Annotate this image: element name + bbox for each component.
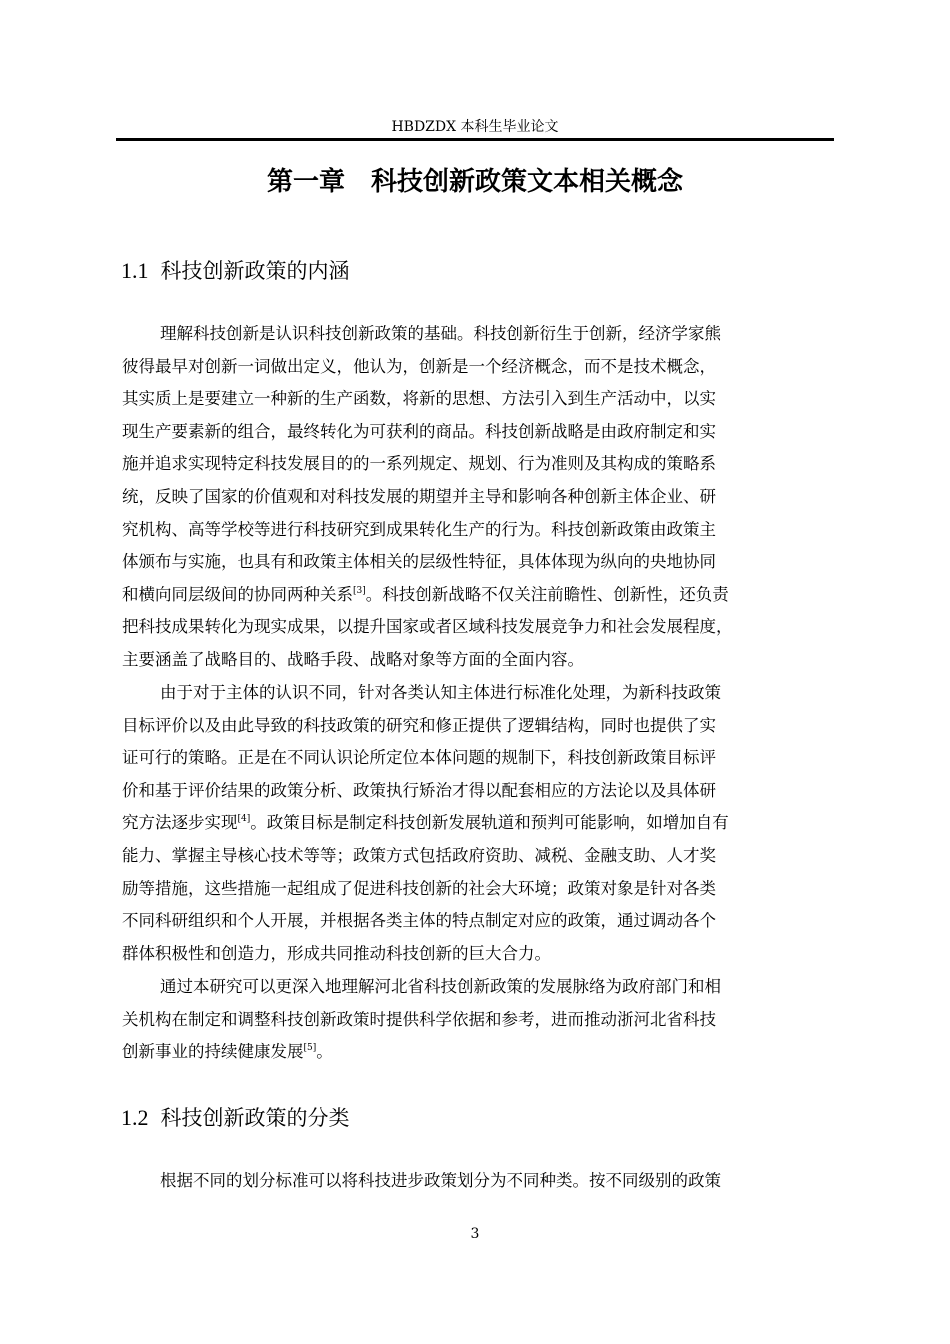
text-line: 励等措施，这些措施一起组成了促进科技创新的社会大环境；政策对象是针对各类: [122, 878, 716, 898]
header-rule: [116, 138, 834, 141]
paragraph-1: [122, 318, 830, 677]
text-line: 关机构在制定和调整科技创新政策时提供科学依据和参考，进而推动浙河北省科技: [122, 1009, 716, 1029]
text-run: 。科技创新战略不仅关注前瞻性、创新性，还负责: [365, 584, 729, 604]
citation-ref: [4]: [237, 814, 251, 825]
text-line: 主要涵盖了战略目的、战略手段、战略对象等方面的全面内容。: [122, 649, 584, 669]
text-line: 统，反映了国家的价值观和对科技发展的期望并主导和影响各种创新主体企业、研: [122, 486, 716, 506]
paragraph-4: [122, 1165, 830, 1198]
text-line: [122, 1036, 830, 1069]
citation-ref: [3]: [353, 585, 366, 596]
section-heading-1-2: [121, 1103, 350, 1133]
section-heading-1-1: [121, 256, 350, 286]
section-title: 科技创新政策的分类: [160, 1106, 350, 1130]
section-title: 科技创新政策的内涵: [160, 259, 350, 283]
section-number: 1.2: [121, 1105, 149, 1130]
text-line: 施并追求实现特定科技发展目的的一系列规定、规划、行为准则及其构成的策略系: [122, 454, 716, 474]
text-run: 究方法逐步实现: [122, 813, 238, 833]
chapter-title: 第一章 科技创新政策文本相关概念: [266, 167, 683, 197]
text-line: 把科技成果转化为现实成果，以提升国家或者区域科技发展竞争力和社会发展程度，: [122, 617, 733, 637]
text-line: 现生产要素新的组合，最终转化为可获利的商品。科技创新战略是由政府制定和实: [122, 421, 716, 441]
text-run: 和横向同层级间的协同两种关系: [122, 584, 353, 604]
text-line: 价和基于评价结果的政策分析、政策执行矫治才得以配套相应的方法论以及具体研: [122, 780, 716, 800]
text-line: 不同科研组织和个人开展，并根据各类主体的特点制定对应的政策，通过调动各个: [122, 911, 716, 931]
text-run: 创新事业的持续健康发展: [122, 1042, 304, 1062]
text-line: [122, 807, 830, 840]
text-line: 根据不同的划分标准可以将科技进步政策划分为不同种类。按不同级别的政策: [160, 1171, 721, 1190]
text-line: 究机构、高等学校等进行科技研究到成果转化生产的行为。科技创新政策由政策主: [122, 519, 716, 539]
text-line: 理解科技创新是认识科技创新政策的基础。科技创新衍生于创新，经济学家熊: [160, 324, 721, 343]
text-line: 彼得最早对创新一词做出定义，他认为，创新是一个经济概念，而不是技术概念，: [122, 356, 716, 376]
text-line: 由于对于主体的认识不同，针对各类认知主体进行标准化处理，为新科技政策: [160, 683, 721, 702]
text-line: 证可行的策略。正是在不同认识论所定位本体问题的规制下，科技创新政策目标评: [122, 748, 716, 768]
text-line: 目标评价以及由此导致的科技政策的研究和修正提供了逻辑结构，同时也提供了实: [122, 715, 716, 735]
section-number: 1.1: [121, 258, 149, 283]
running-header: HBDZDX 本科生毕业论文: [391, 119, 559, 135]
paragraph-3: [122, 971, 830, 1069]
citation-ref: [5]: [303, 1043, 317, 1054]
text-line: 通过本研究可以更深入地理解河北省科技创新政策的发展脉络为政府部门和相: [160, 977, 721, 996]
text-line: 群体积极性和创造力，形成共同推动科技创新的巨大合力。: [122, 943, 551, 963]
paragraph-2: [122, 677, 830, 970]
page-number: 3: [470, 1226, 480, 1242]
text-run: 。: [316, 1042, 333, 1062]
text-line: 能力、掌握主导核心技术等等；政策方式包括政府资助、减税、金融支助、人才奖: [122, 845, 716, 865]
text-run: 。政策目标是制定科技创新发展轨道和预判可能影响，如增加自有: [250, 813, 729, 833]
text-line: [122, 579, 830, 612]
text-line: 体颁布与实施，也具有和政策主体相关的层级性特征，具体体现为纵向的央地协同: [122, 552, 716, 572]
text-line: 其实质上是要建立一种新的生产函数，将新的思想、方法引入到生产活动中，以实: [122, 389, 716, 409]
